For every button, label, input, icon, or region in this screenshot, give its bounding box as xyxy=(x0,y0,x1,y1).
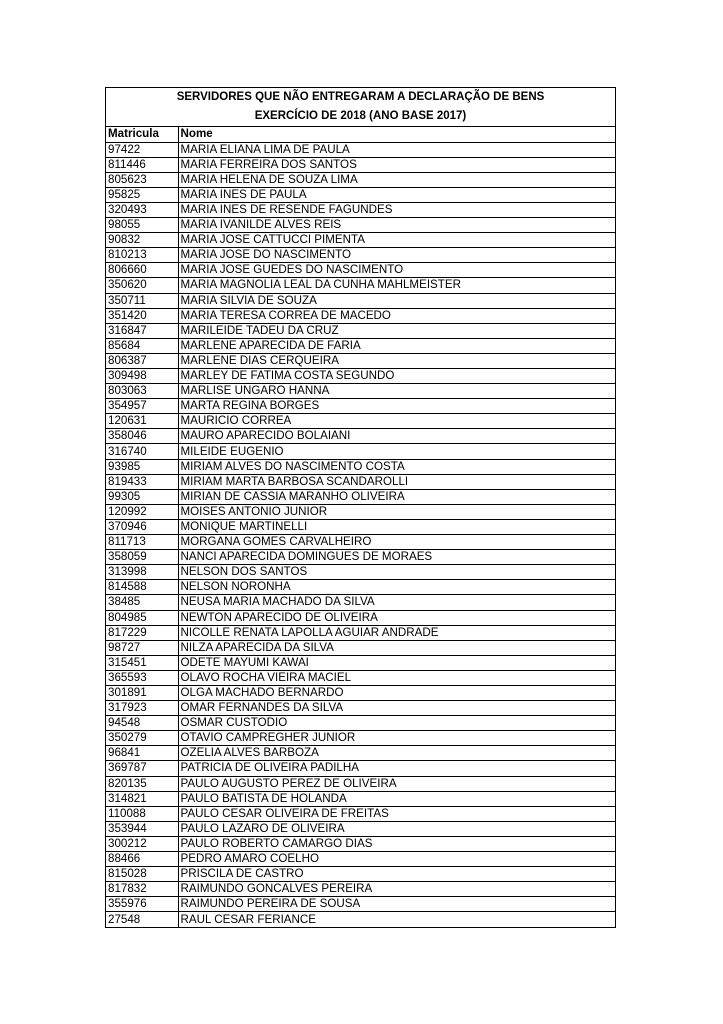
nome-cell: OTAVIO CAMPREGHER JUNIOR xyxy=(178,731,615,746)
matricula-cell: 110088 xyxy=(106,806,178,821)
nome-cell: NANCI APARECIDA DOMINGUES DE MORAES xyxy=(178,550,615,565)
servers-table xyxy=(106,127,615,927)
matricula-cell: 301891 xyxy=(106,685,178,700)
title-block xyxy=(106,88,615,127)
table-row xyxy=(106,218,615,233)
matricula-cell: 88466 xyxy=(106,852,178,867)
matricula-cell: 98055 xyxy=(106,218,178,233)
nome-cell: MILEIDE EUGENIO xyxy=(178,444,615,459)
table-row xyxy=(106,746,615,761)
table-row xyxy=(106,504,615,519)
matricula-cell: 316847 xyxy=(106,323,178,338)
nome-cell: MONIQUE MARTINELLI xyxy=(178,519,615,534)
matricula-cell: 811713 xyxy=(106,535,178,550)
table-row xyxy=(106,323,615,338)
table-row xyxy=(106,565,615,580)
nome-cell: RAUL CESAR FERIANCE xyxy=(180,912,317,926)
table-row xyxy=(106,308,615,323)
nome-cell: RAIMUNDO GONCALVES PEREIRA xyxy=(178,882,615,897)
matricula-cell: 804985 xyxy=(106,610,178,625)
table-row xyxy=(106,338,615,353)
nome-cell: MOISES ANTONIO JUNIOR xyxy=(178,504,615,519)
matricula-cell: 313998 xyxy=(106,565,178,580)
nome-cell: MAURO APARECIDO BOLAIANI xyxy=(178,429,615,444)
matricula-cell: 819433 xyxy=(106,474,178,489)
table-row xyxy=(106,157,615,172)
table-row xyxy=(106,278,615,293)
table-row xyxy=(106,912,615,927)
matricula-cell: 351420 xyxy=(106,308,178,323)
table-row xyxy=(106,897,615,912)
table-row xyxy=(106,489,615,504)
nome-cell: MARIA JOSE GUEDES DO NASCIMENTO xyxy=(178,263,615,278)
table-row xyxy=(106,444,615,459)
nome-cell: RAIMUNDO PEREIRA DE SOUSA xyxy=(178,897,615,912)
table-row xyxy=(106,233,615,248)
table-row xyxy=(106,670,615,685)
table-row xyxy=(106,852,615,867)
table-row xyxy=(106,821,615,836)
nome-cell: PRISCILA DE CASTRO xyxy=(178,867,615,882)
table-row xyxy=(106,369,615,384)
table-row xyxy=(106,293,615,308)
nome-cell: ODETE MAYUMI KAWAI xyxy=(178,655,615,670)
nome-cell: MARIA INES DE RESENDE FAGUNDES xyxy=(178,202,615,217)
matricula-cell: 96841 xyxy=(106,746,178,761)
matricula-cell: 93985 xyxy=(106,459,178,474)
nome-cell: MIRIAM MARTA BARBOSA SCANDAROLLI xyxy=(178,474,615,489)
nome-cell: MARTA REGINA BORGES xyxy=(178,399,615,414)
table-row xyxy=(106,187,615,202)
matricula-cell: 27548 xyxy=(106,912,178,927)
table-row xyxy=(106,474,615,489)
matricula-cell: 316740 xyxy=(106,444,178,459)
nome-cell: MARIA JOSE CATTUCCI PIMENTA xyxy=(178,233,615,248)
table-header-row xyxy=(106,127,615,142)
nome-cell: MAURICIO CORREA xyxy=(178,414,615,429)
matricula-cell: 314821 xyxy=(106,791,178,806)
matricula-cell: 810213 xyxy=(106,248,178,263)
column-header-matricula: Matricula xyxy=(106,127,178,142)
matricula-cell: 358059 xyxy=(106,550,178,565)
matricula-cell: 811446 xyxy=(106,157,178,172)
table-body xyxy=(106,142,615,927)
nome-cell: MARIA FERREIRA DOS SANTOS xyxy=(178,157,615,172)
table-row xyxy=(106,655,615,670)
nome-cell: MARLISE UNGARO HANNA xyxy=(178,384,615,399)
matricula-cell: 317923 xyxy=(106,701,178,716)
nome-cell: PAULO ROBERTO CAMARGO DIAS xyxy=(178,836,615,851)
nome-cell: MIRIAN DE CASSIA MARANHO OLIVEIRA xyxy=(178,489,615,504)
nome-cell: PAULO CESAR OLIVEIRA DE FREITAS xyxy=(178,806,615,821)
nome-cell: NELSON NORONHA xyxy=(178,580,615,595)
matricula-cell: 94548 xyxy=(106,716,178,731)
table-row xyxy=(106,172,615,187)
nome-cell: MARIA IVANILDE ALVES REIS xyxy=(178,218,615,233)
matricula-cell: 95825 xyxy=(106,187,178,202)
matricula-cell: 99305 xyxy=(106,489,178,504)
table-row xyxy=(106,580,615,595)
table-row xyxy=(106,519,615,534)
table-row xyxy=(106,701,615,716)
matricula-cell: 38485 xyxy=(106,595,178,610)
table-row xyxy=(106,459,615,474)
matricula-cell: 315451 xyxy=(106,655,178,670)
nome-cell: MARLENE APARECIDA DE FARIA xyxy=(178,338,615,353)
nome-cell: MARIA TERESA CORREA DE MACEDO xyxy=(178,308,615,323)
table-row xyxy=(106,142,615,157)
matricula-cell: 120631 xyxy=(106,414,178,429)
table-row xyxy=(106,625,615,640)
table-row xyxy=(106,761,615,776)
matricula-cell: 320493 xyxy=(106,202,178,217)
nome-cell: OSMAR CUSTODIO xyxy=(178,716,615,731)
table-row xyxy=(106,550,615,565)
document-sheet xyxy=(105,87,616,928)
matricula-cell: 300212 xyxy=(106,836,178,851)
table-row xyxy=(106,610,615,625)
matricula-cell: 805623 xyxy=(106,172,178,187)
matricula-cell: 350711 xyxy=(106,293,178,308)
table-row xyxy=(106,202,615,217)
matricula-cell: 120992 xyxy=(106,504,178,519)
nome-cell: MARIA JOSE DO NASCIMENTO xyxy=(178,248,615,263)
column-header-nome: Nome xyxy=(178,127,615,142)
matricula-cell: 355976 xyxy=(106,897,178,912)
matricula-cell: 85684 xyxy=(106,338,178,353)
matricula-cell: 350279 xyxy=(106,731,178,746)
nome-cell: NELSON DOS SANTOS xyxy=(178,565,615,580)
table-row xyxy=(106,867,615,882)
matricula-cell: 815028 xyxy=(106,867,178,882)
table-row xyxy=(106,716,615,731)
nome-cell: PATRICIA DE OLIVEIRA PADILHA xyxy=(178,761,615,776)
table-row xyxy=(106,353,615,368)
nome-cell: PAULO AUGUSTO PEREZ DE OLIVEIRA xyxy=(178,776,615,791)
matricula-cell: 354957 xyxy=(106,399,178,414)
table-row xyxy=(106,776,615,791)
matricula-cell: 350620 xyxy=(106,278,178,293)
nome-cell: MARIA ELIANA LIMA DE PAULA xyxy=(178,142,615,157)
table-row xyxy=(106,429,615,444)
matricula-cell: 806387 xyxy=(106,353,178,368)
table-row xyxy=(106,791,615,806)
matricula-cell: 365593 xyxy=(106,670,178,685)
matricula-cell: 370946 xyxy=(106,519,178,534)
nome-cell: OLGA MACHADO BERNARDO xyxy=(178,685,615,700)
matricula-cell: 353944 xyxy=(106,821,178,836)
table-row xyxy=(106,399,615,414)
table-row xyxy=(106,640,615,655)
nome-cell: PAULO LAZARO DE OLIVEIRA xyxy=(178,821,615,836)
nome-cell: PEDRO AMARO COELHO xyxy=(178,852,615,867)
matricula-cell: 369787 xyxy=(106,761,178,776)
table-row xyxy=(106,414,615,429)
matricula-cell: 97422 xyxy=(106,142,178,157)
nome-cell: MIRIAM ALVES DO NASCIMENTO COSTA xyxy=(178,459,615,474)
matricula-cell: 309498 xyxy=(106,369,178,384)
nome-cell: NICOLLE RENATA LAPOLLA AGUIAR ANDRADE xyxy=(178,625,615,640)
nome-cell: OLAVO ROCHA VIEIRA MACIEL xyxy=(178,670,615,685)
table-row xyxy=(106,595,615,610)
nome-cell: MARLENE DIAS CERQUEIRA xyxy=(178,353,615,368)
nome-cell: OZELIA ALVES BARBOZA xyxy=(178,746,615,761)
nome-cell: NEUSA MARIA MACHADO DA SILVA xyxy=(178,595,615,610)
document-subtitle: EXERCÍCIO DE 2018 (ANO BASE 2017) xyxy=(254,110,467,122)
nome-cell: OMAR FERNANDES DA SILVA xyxy=(178,701,615,716)
nome-cell: MARIA HELENA DE SOUZA LIMA xyxy=(178,172,615,187)
matricula-cell: 803063 xyxy=(106,384,178,399)
matricula-cell: 90832 xyxy=(106,233,178,248)
nome-cell: MARILEIDE TADEU DA CRUZ xyxy=(178,323,615,338)
table-row xyxy=(106,731,615,746)
nome-cell: NILZA APARECIDA DA SILVA xyxy=(178,640,615,655)
matricula-cell: 814588 xyxy=(106,580,178,595)
matricula-cell: 817229 xyxy=(106,625,178,640)
matricula-cell: 98727 xyxy=(106,640,178,655)
table-row xyxy=(106,263,615,278)
table-row xyxy=(106,535,615,550)
nome-cell: MARIA SILVIA DE SOUZA xyxy=(178,293,615,308)
table-row xyxy=(106,836,615,851)
matricula-cell: 817832 xyxy=(106,882,178,897)
nome-cell: MORGANA GOMES CARVALHEIRO xyxy=(178,535,615,550)
nome-cell: MARIA MAGNOLIA LEAL DA CUNHA MAHLMEISTER xyxy=(178,278,615,293)
nome-cell: MARLEY DE FATIMA COSTA SEGUNDO xyxy=(178,369,615,384)
table-row xyxy=(106,882,615,897)
nome-cell: PAULO BATISTA DE HOLANDA xyxy=(178,791,615,806)
matricula-cell: 806660 xyxy=(106,263,178,278)
matricula-cell: 820135 xyxy=(106,776,178,791)
table-row xyxy=(106,806,615,821)
matricula-cell: 358046 xyxy=(106,429,178,444)
table-row xyxy=(106,685,615,700)
table-row xyxy=(106,384,615,399)
table-row xyxy=(106,248,615,263)
nome-cell: NEWTON APARECIDO DE OLIVEIRA xyxy=(178,610,615,625)
document-title: SERVIDORES QUE NÃO ENTREGARAM A DECLARAÇÃO DE BENS xyxy=(176,91,545,103)
nome-cell: MARIA INES DE PAULA xyxy=(178,187,615,202)
